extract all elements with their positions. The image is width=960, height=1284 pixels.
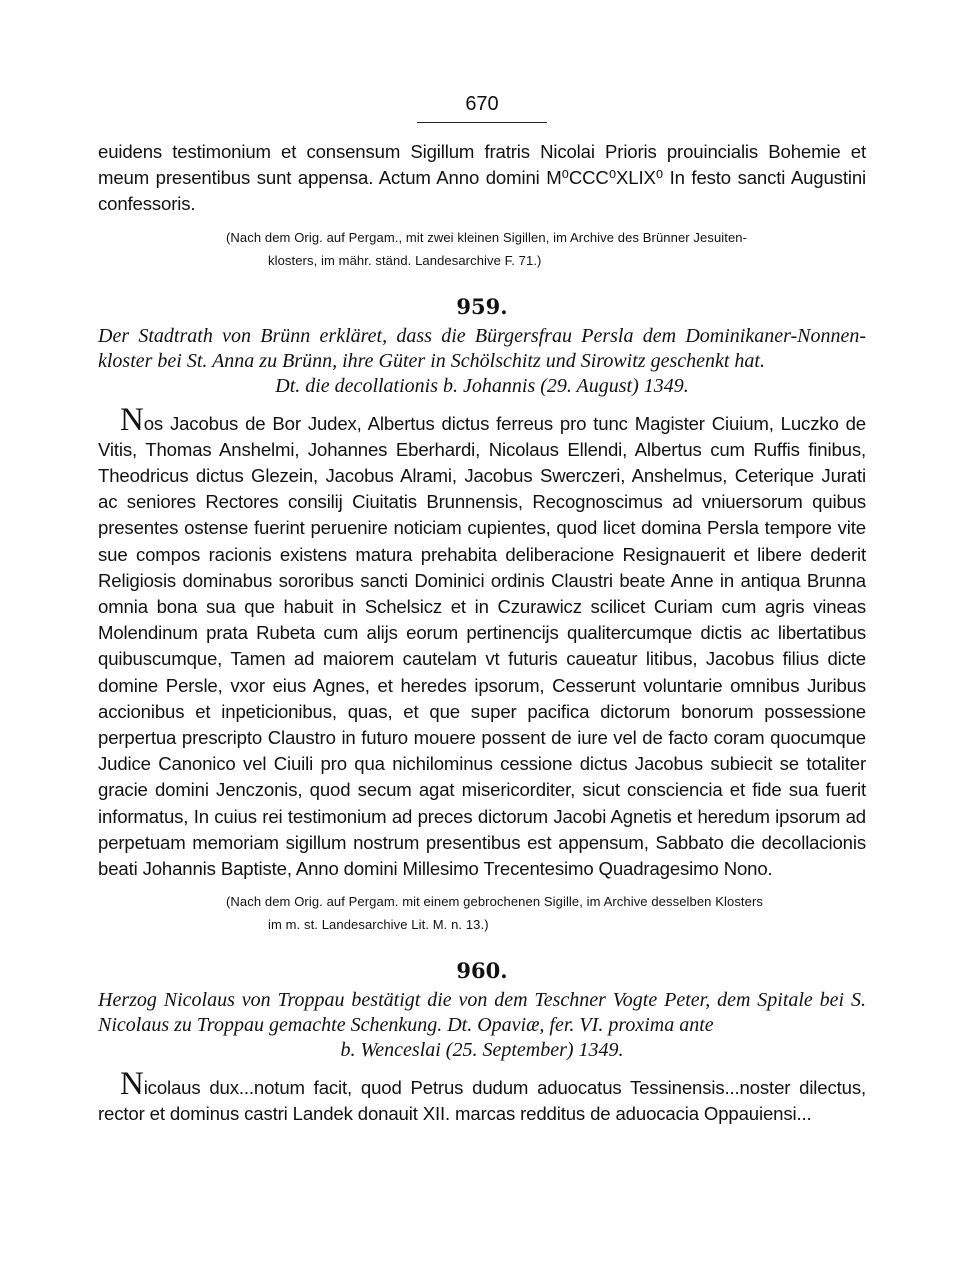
document-960-heading-date: b. Wenceslai (25. September) 1349. — [340, 1039, 624, 1062]
document-960-initial: N — [120, 1066, 144, 1103]
carryover-source-note — [98, 226, 866, 272]
document-959-number: 959. — [456, 293, 508, 319]
document-960-text — [98, 1066, 866, 1127]
document-959-note-line1: (Nach dem Orig. auf Pergam. mit einem gebrochenen Sigille, im Archive desselben Klosters — [226, 894, 763, 910]
document-959-source-note — [98, 890, 866, 936]
document-959-heading-main: Der Stadtrath von Brünn erkläret, dass die Bürgersfrau Persla dem Dominikaner-Nonnen- kloster bei St. Anna zu Brünn, ihre Güter in Schölschitz und Sirowitz geschenkt hat. — [98, 324, 866, 372]
document-960-body: icolaus dux...notum facit, quod Petrus dudum aduocatus Tessinensis...noster dilectus, rector et dominus castri Landek donauit XII. marcas redditus de aduocacia Oppauiensi... — [98, 1077, 866, 1125]
document-960 — [98, 958, 866, 1127]
document-960-heading-main: Herzog Nicolaus von Troppau bestätigt die von dem Teschner Vogte Peter, dem Spitale bei S. Nicolaus zu Troppau gemachte Schenkung. Dt. Opaviæ, fer. VI. proxima ante — [98, 989, 866, 1037]
document-959-heading — [98, 324, 866, 399]
document-959-text — [98, 401, 866, 883]
carryover-paragraph: euidens testimonium et consensum Sigillum fratris Nicolai Prioris prouincialis Bohemie et meum presentibus sunt appensa. Actum Anno domini M⁰CCC⁰XLIX⁰ In festo sancti Augustini confessoris. — [98, 141, 866, 215]
document-960-number: 960. — [456, 958, 508, 984]
document-959-note-line2: im m. st. Landesarchive Lit. M. n. 13.) — [268, 917, 489, 933]
document-959 — [98, 294, 866, 937]
page-number-rule — [417, 122, 547, 123]
document-960-heading — [98, 988, 866, 1063]
document-959-body: os Jacobus de Bor Judex, Albertus dictus ferreus pro tunc Magister Ciuium, Luczko de Vitis, Thomas Anshelmi, Johannes Eberhardi, Nicolaus Ellendi, Albertus cum Ruffis finibus, Theodricus dictus Glezein, Jacobus Alrami, Jacobus Swerczeri, Anshelmus, Ceterique Jurati ac seniores Rectores consilij Ciuitatis Brunnensis, Recognoscimus ad vniuersorum quibus presentes ostense fuerint peruenire noticiam cupientes, quod licet domina Persla tempore vite sue compos racionis existens matura prehabita deliberacione Resignauerit et libere dederit Religiosis dominabus sororibus sancti Dominici ordinis Claustri beate Anne in antiqua Brunna omnia bona sua que habuit in Schelsicz et in Czurawicz scilicet Curiam cum agris vineas Molendinum prata Rubeta cum alijs eorum pertinencijs qualitercumque dictis ac libertatibus quibuscumque, Tamen ad maiorem cautelam vt futuris caueatur litibus, Jacobus filius dicte domine Persle, vxor eius Agnes, et heredes ipsorum, Cesserunt voluntarie omnibus Juribus accionibus et inpeticionibus, quas, et que super pacifica dictorum bonorum possessione perpertua prescripto Claustro in futuro mouere possent de iure vel de facto coram quocumque Judice Canonico vel Ciuili pro qua nichilominus cessione dictus Jacobus subiecit se totaliter gracie domini Jenczonis, quod secum agat misericorditer, sicut consciencia et fide sua fuerit informatus, In cuius rei testimonium ad preces dictorum Jacobi Agnetis et heredum ipsorum ad perpetuam memoriam sigillum nostrum presentibus est appensum, Sabbato die decollacionis beati Johannis Baptiste, Anno domini Millesimo Trecentesimo Quadragesimo Nono. — [98, 412, 866, 880]
document-959-heading-date: Dt. die decollationis b. Johannis (29. August) 1349. — [275, 374, 689, 397]
document-page — [98, 92, 866, 1128]
carryover-note-line1: (Nach dem Orig. auf Pergam., mit zwei kleinen Sigillen, im Archive des Brünner Jesuiten- — [226, 229, 748, 245]
carryover-note-line2: klosters, im mähr. ständ. Landesarchive F. 71.) — [268, 252, 542, 268]
page-number: 670 — [465, 93, 499, 115]
document-959-initial: N — [120, 401, 144, 438]
